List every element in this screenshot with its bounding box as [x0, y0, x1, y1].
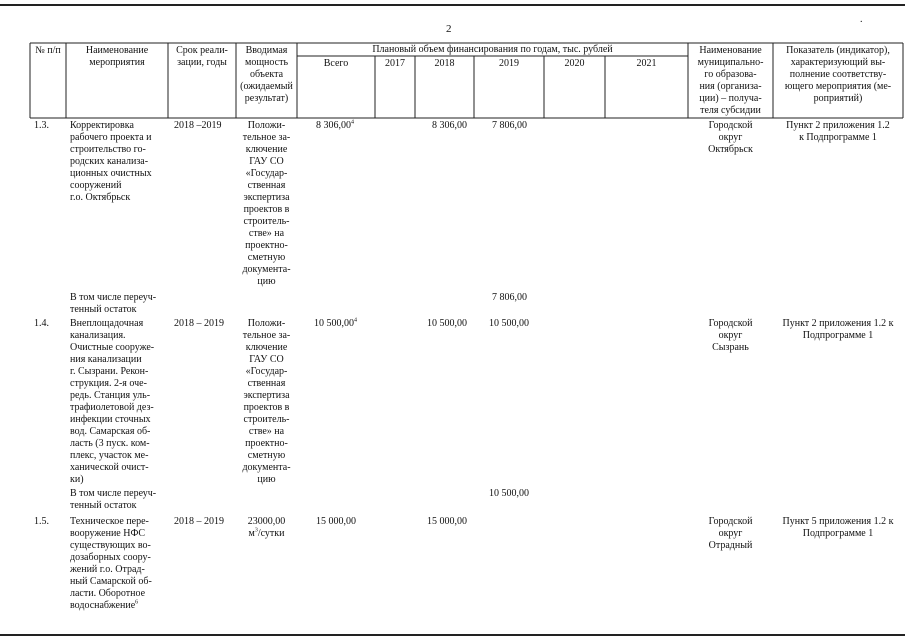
header-name: Наименование мероприятия	[85, 45, 149, 68]
row-1-4-2019: 10 500,00	[489, 318, 529, 329]
top-border-rule	[0, 4, 905, 6]
row-1-5-capacity: 23000,00 $м^3$/сутки	[247, 516, 286, 539]
header-2018: 2018	[434, 58, 455, 69]
row-1-4-term: 2018 – 2019	[174, 318, 224, 329]
row-1-5-2018: 15 000,00	[427, 516, 467, 527]
header-funding-group: Плановый объем финансирования по годам, тыс. рублей	[372, 44, 613, 55]
header-indicator: Показатель (индикатор), характеризующий вы- полнение соответству- ющего мероприятия (ме- роприятий)	[784, 45, 892, 104]
row-1-4-municipality: Городской округ Сызрань	[708, 318, 753, 353]
row-1-3-term: 2018 –2019	[174, 120, 222, 131]
row-1-4-2018: 10 500,00	[427, 318, 467, 329]
row-1-3-2018: 8 306,00	[432, 120, 467, 131]
row-1-4-capacity: Положи- тельное за- ключение ГАУ СО «Государ- ственная экспертиза проектов в строитель- стве» на проектно- сметную документа- цию	[242, 318, 291, 485]
page-number: 2	[446, 23, 452, 35]
row-1-4-total: 10 500,00$^4$	[314, 317, 357, 329]
header-total: Всего	[323, 58, 349, 69]
header-2019: 2019	[499, 58, 519, 69]
header-term: Срок реали- зации, годы	[176, 45, 228, 68]
row-1-3-num: 1.3.	[34, 120, 49, 131]
row-1-3-name: Корректировка рабочего проекта и строительство го- родских канализа- ционных очистных сооружений г.о. Октябрьск	[70, 120, 152, 203]
row-1-4-indicator: Пункт 2 приложения 1.2 к Подпрограмме 1	[782, 318, 894, 341]
row-1-5-total: 15 000,00	[316, 516, 356, 527]
row-1-5-num: 1.5.	[34, 516, 49, 527]
row-1-3-remainder-name: В том числе переуч- тенный остаток	[70, 292, 157, 315]
row-1-3-capacity: Положи- тельное за- ключение ГАУ СО «Государ- ственная экспертиза проектов в строитель- стве» на проектно- сметную документа- цию	[242, 120, 291, 287]
header-2020: 2020	[564, 58, 585, 69]
row-1-4-name: Внеплощадочная канализация. Очистные сооруже- ния канализации г. Сызрани. Рекон- струкция. 2-я оче- редь. Станция уль- трафиолетовой дез- инфекции сточных вод. Самарская об- ласть (3 пуск. ком- плекс, участок ме- ханической очист- ки)	[70, 318, 155, 485]
row-1-5-municipality: Городской округ Отрадный	[708, 516, 753, 551]
row-1-5-name: Техническое пере- вооружение НФС существующих во- дозаборных соору- жений г.о. Отрад- ный Самарской об- ласти. Оборотное водоснабжение$^6$	[70, 516, 152, 611]
row-1-5-indicator: Пункт 5 приложения 1.2 к Подпрограмме 1	[782, 516, 894, 539]
row-1-4-remainder-name: В том числе переуч- тенный остаток	[70, 488, 157, 511]
header-2017: 2017	[385, 58, 405, 69]
row-1-4-num: 1.4.	[34, 318, 49, 329]
header-2021: 2021	[636, 58, 657, 69]
bottom-border-rule	[0, 634, 905, 636]
row-1-4-remainder-2019: 10 500,00	[489, 488, 529, 499]
row-1-3-remainder-2019: 7 806,00	[492, 292, 527, 303]
header-num: № п/п	[35, 45, 61, 56]
header-capacity: Вводимая мощность объекта (ожидаемый результат)	[240, 45, 293, 104]
scan-dot: .	[860, 14, 863, 25]
row-1-3-2019: 7 806,00	[492, 120, 527, 131]
row-1-3-total: 8 306,00$^4$	[316, 119, 354, 131]
row-1-5-term: 2018 – 2019	[174, 516, 224, 527]
row-1-3-municipality: Городской округ Октябрьск	[708, 120, 753, 155]
header-municipality: Наименование муниципально- го образова- ния (организа- ции) – получа- теля субсидии	[697, 45, 764, 116]
row-1-3-indicator: Пункт 2 приложения 1.2 к Подпрограмме 1	[786, 120, 890, 143]
